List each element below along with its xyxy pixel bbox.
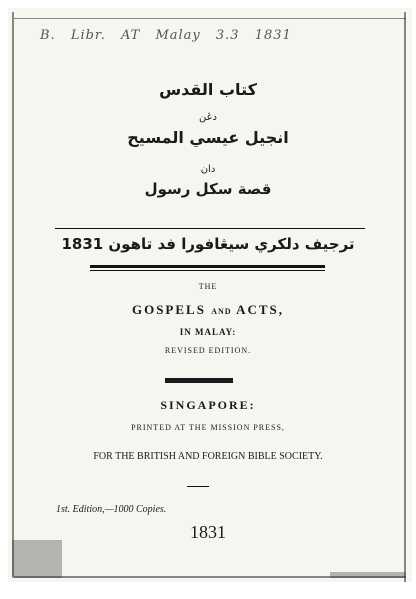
scan-smudge [330, 572, 406, 578]
arabic-imprint-banner: ترجيف دلكري سيڠافورا فد تاهون 1831 [61, 235, 355, 253]
scan-smudge [12, 540, 62, 578]
year: 1831 [190, 522, 226, 542]
double-rule-thin [90, 270, 325, 271]
revised-edition: REVISED EDITION. [164, 346, 252, 355]
the-label: THE [198, 282, 218, 291]
for-society: FOR THE BRITISH AND FOREIGN BIBLE SOCIETY. [93, 451, 323, 462]
double-rule-thick [90, 265, 325, 268]
printed-at: PRINTED AT THE MISSION PRESS, [131, 423, 285, 432]
arabic-gospels: انجيل عيسي المسيح [127, 128, 289, 147]
top-page-edge [14, 18, 406, 19]
top-rule [55, 228, 365, 229]
short-rule [187, 486, 209, 487]
main-title-gospels: GOSPELS [131, 302, 206, 317]
in-malay: IN MALAY: [179, 327, 237, 337]
arabic-title: كتاب القدس [159, 80, 257, 99]
handwritten-shelfmark: B. Libr. AT Malay 3.3 1831 [40, 28, 292, 43]
arabic-connector: دڠن [198, 112, 218, 123]
city: SINGAPORE: [160, 398, 256, 412]
main-title-acts: ACTS, [236, 302, 285, 317]
main-title-and: AND [211, 307, 232, 316]
arabic-acts: قصة سكل رسول [144, 180, 272, 198]
arabic-and: دان [200, 164, 216, 175]
main-title [0, 302, 416, 318]
printer-ornament [165, 378, 233, 383]
edition-note: 1st. Edition,—1000 Copies. [56, 504, 167, 515]
